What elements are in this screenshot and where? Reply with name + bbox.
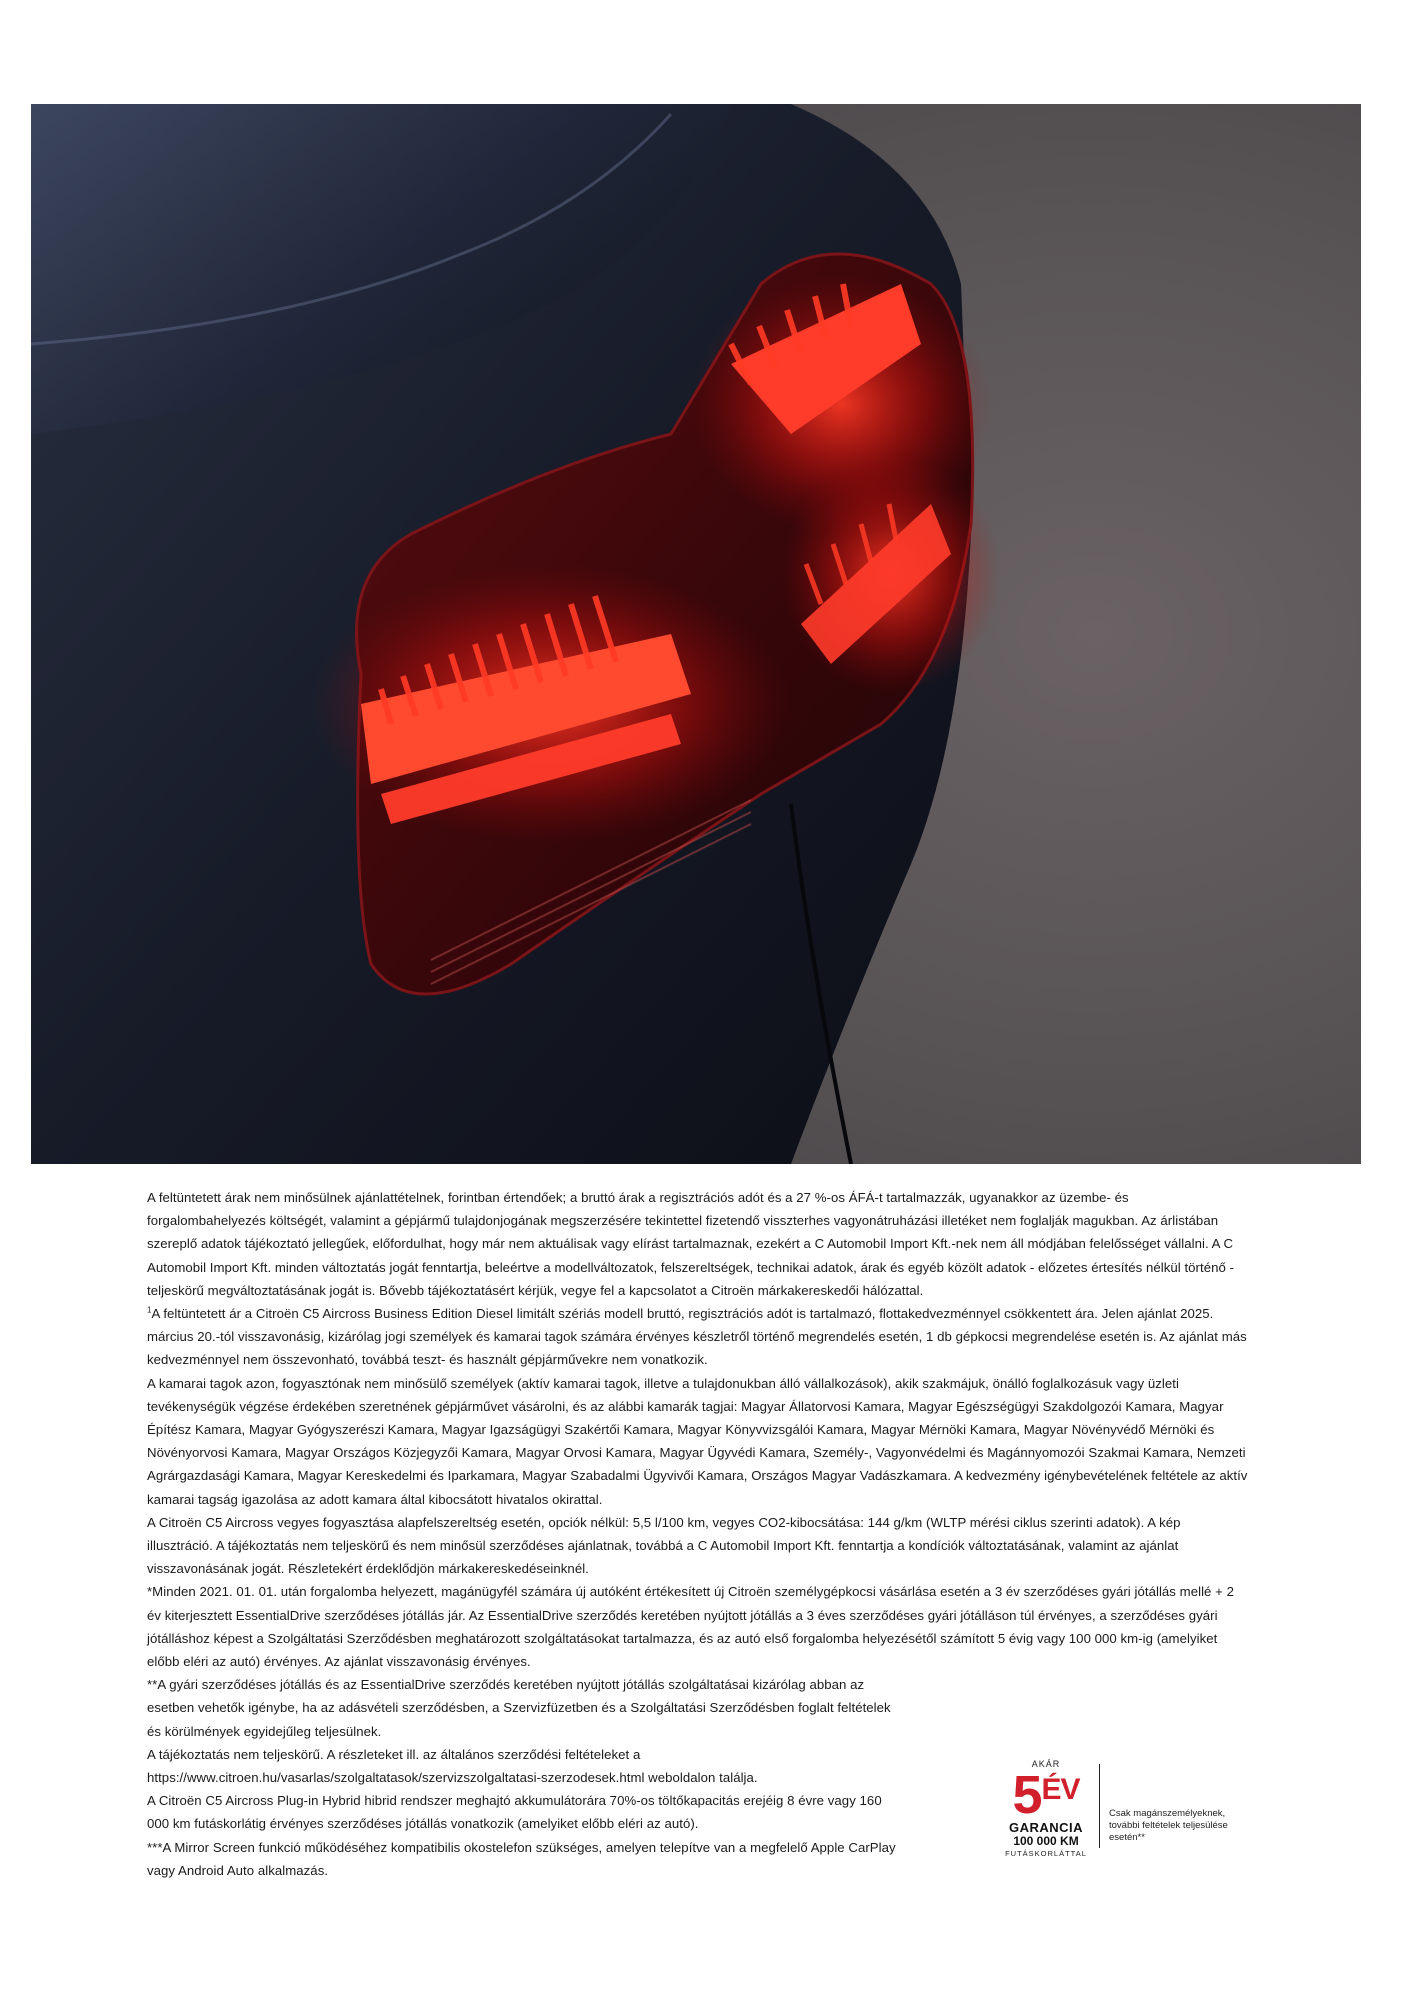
disclaimer-paragraph-pricing: A feltüntetett árak nem minősülnek ajánlattételnek, forintban értendőek; a bruttó árak a regisztrációs adót és a 27 %-os ÁFÁ-t tartalmazzák, ugyanakkor az üzembe- és forgalombahelyezés költségét, valamint a gépjármű tulajdonjogának megszerzésére tekintettel fizetendő visszterhes vagyonátruházási illetéket nem foglalják magukban. Az árlistában szereplő adatok tájékoztató jellegűek, előfordulhat, hogy már nem aktuálisak vagy elírást tartalmaznak, ezekért a C Automobil Import Kft.-nek nem áll módjában felelősséget vállalni. A C Automobil Import Kft. minden változtatás jogát fenntartja, beleértve a modellváltozatok, felszereltségek, technikai adatok, árak és egyéb közölt adatok - előzetes értesítés nélkül történő - teljeskörű megváltoztatásának jogát is. Bővebb tájékoztatásért kérjük, vegye fel a kapcsolatot a Citroën márkakereskedői hálózattal. [147,1190,1235,1298]
hero-photo-tail-light [31,104,1361,1164]
badge-divider [1099,1764,1100,1848]
disclaimer-paragraph-warranty-conditions: **A gyári szerződéses jótállás és az EssentialDrive szerződés keretében nyújtott jótállás szolgáltatásai kizárólag abban az esetben vehetők igénybe, ha az adásvételi szerződésben, a Szervizfüzetben és a Szolgáltatási Szerződésben foglalt feltételek és körülmények egyidejűleg teljesülnek. [147,1677,891,1739]
disclaimer-paragraph-hybrid-battery: A Citroën C5 Aircross Plug-in Hybrid hibrid rendszer meghajtó akkumulátorára 70%-os töltőkapacitás erejéig 8 évre vagy 160 000 km futáskorlátig érvényes szerződéses jótállás vonatkozik (amelyiket előbb eléri az autó). [147,1793,882,1832]
badge-note: Csak magánszemélyeknek, további feltételek teljesülése esetén** [1109,1808,1228,1843]
disclaimer-paragraph-warranty: *Minden 2021. 01. 01. után forgalomba helyezett, magánügyfél számára új autóként értékesített új Citroën személygépkocsi vásárlása esetén a 3 év szerződéses gyári jótállás mellé + 2 év kiterjesztett EssentialDrive szerződéses jótállás jár. Az EssentialDrive szerződés keretében nyújtott jótállás a 3 éves szerződéses gyári jótálláson túl érvényes, a szerződéses gyári jótálláshoz képest a Szolgáltatási Szerződésben meghatározott szolgáltatásokat tartalmazza, és az autó első forgalomba helyezésétől számított 5 évig vagy 100 000 km-ig (amelyiket előbb eléri az autó) érvényes. Az ajánlat visszavonásig érvényes. [147,1584,1234,1670]
badge-ev: ÉV [1041,1773,1080,1806]
disclaimer-paragraph-offer [147,1302,1249,1372]
disclaimer-paragraph-mirror-screen: ***A Mirror Screen funkció működéséhez kompatibilis okostelefon szükséges, amelyen telepítve van a megfelelő Apple CarPlay vagy Android Auto alkalmazás. [147,1839,896,1878]
disclaimer-paragraph-chambers: A kamarai tagok azon, fogyasztónak nem minősülő személyek (aktív kamarai tagok, illetve a tulajdonukban álló vállalkozások), akik szakmájuk, önálló foglalkozásuk vagy üzleti tevékenységük végzése érdekében szeretnének gépjárművet vásárolni, és az alábbi kamarák tagjai: Magyar Állatorvosi Kamara, Magyar Egészségügyi Szakdolgozói Kamara, Magyar Építész Kamara, Magyar Gyógyszerészi Kamara, Magyar Igazságügyi Szakértői Kamara, Magyar Könyvvizsgálói Kamara, Magyar Mérnöki Kamara, Magyar Növényvédő Mérnöki és Növényorvosi Kamara, Magyar Országos Közjegyzői Kamara, Magyar Orvosi Kamara, Magyar Ügyvédi Kamara, Személy-, Vagyonvédelmi és Magánnyomozói Szakmai Kamara, Nemzeti Agrárgazdasági Kamara, Magyar Kereskedelmi és Iparkamara, Magyar Szabadalmi Ügyvivői Kamara, Országos Magyar Vadászkamara. A kedvezmény igénybevételének feltétele az aktív kamarai tagság igazolása az adott kamara által kibocsátott hivatalos okirattal. [147,1375,1248,1507]
badge-futas: FUTÁSKORLÁTTAL [1005,1849,1087,1858]
warranty-badge-main [1003,1758,1089,1859]
badge-akar: AKÁR [1031,1759,1061,1769]
badge-number: 5 [1012,1765,1042,1825]
badge-garancia: GARANCIA [1008,1820,1084,1835]
disclaimer-paragraph-consumption: A Citroën C5 Aircross vegyes fogyasztása alapfelszereltség esetén, opciók nélkül: 5,5 l/100 km, vegyes CO2-kibocsátása: 144 g/km (WLTP mérési ciklus szerinti adatok). A kép illusztráció. A tájékoztatás nem teljeskörű és nem minősül szerződéses ajánlatnak, továbbá a C Automobil Import Kft. fenntartja a kondíciók változtatásának, valamint az ajánlat visszavonásának jogát. Részletekért érdeklődjön márkakereskedéseinknél. [147,1514,1181,1577]
badge-km: 100 000 KM [1013,1834,1079,1848]
warranty-badge [1003,1758,1263,1858]
disclaimer-paragraph-offer-text: A feltüntetett ár a Citroën C5 Aircross Business Edition Diesel limitált szériás modell bruttó, regisztrációs adót is tartalmazó, flottakedvezménnyel csökkentett ára. Jelen ajánlat 2025. március 20.-tól visszavonásig, kizárólag jogi személyek és kamarai tagok számára érvényes készletről történő megrendelés esetén, 1 db gépkocsi megrendelése esetén is. Az ajánlat más kedvezménnyel nem összevonható, továbbá teszt- és használt gépjárművekre nem vonatkozik. [147,1306,1247,1368]
badge-years [1003,1765,1089,1825]
disclaimer-paragraph-details-link: A tájékoztatás nem teljeskörű. A részleteket ill. az általános szerződési feltételeket a https://www.citroen.hu/vasarlas/szolgaltatasok/szervizszolgaltatasi-szerzodesek.html weboldalon találja. [147,1746,758,1786]
footnote-marker: 1 [147,1305,152,1315]
